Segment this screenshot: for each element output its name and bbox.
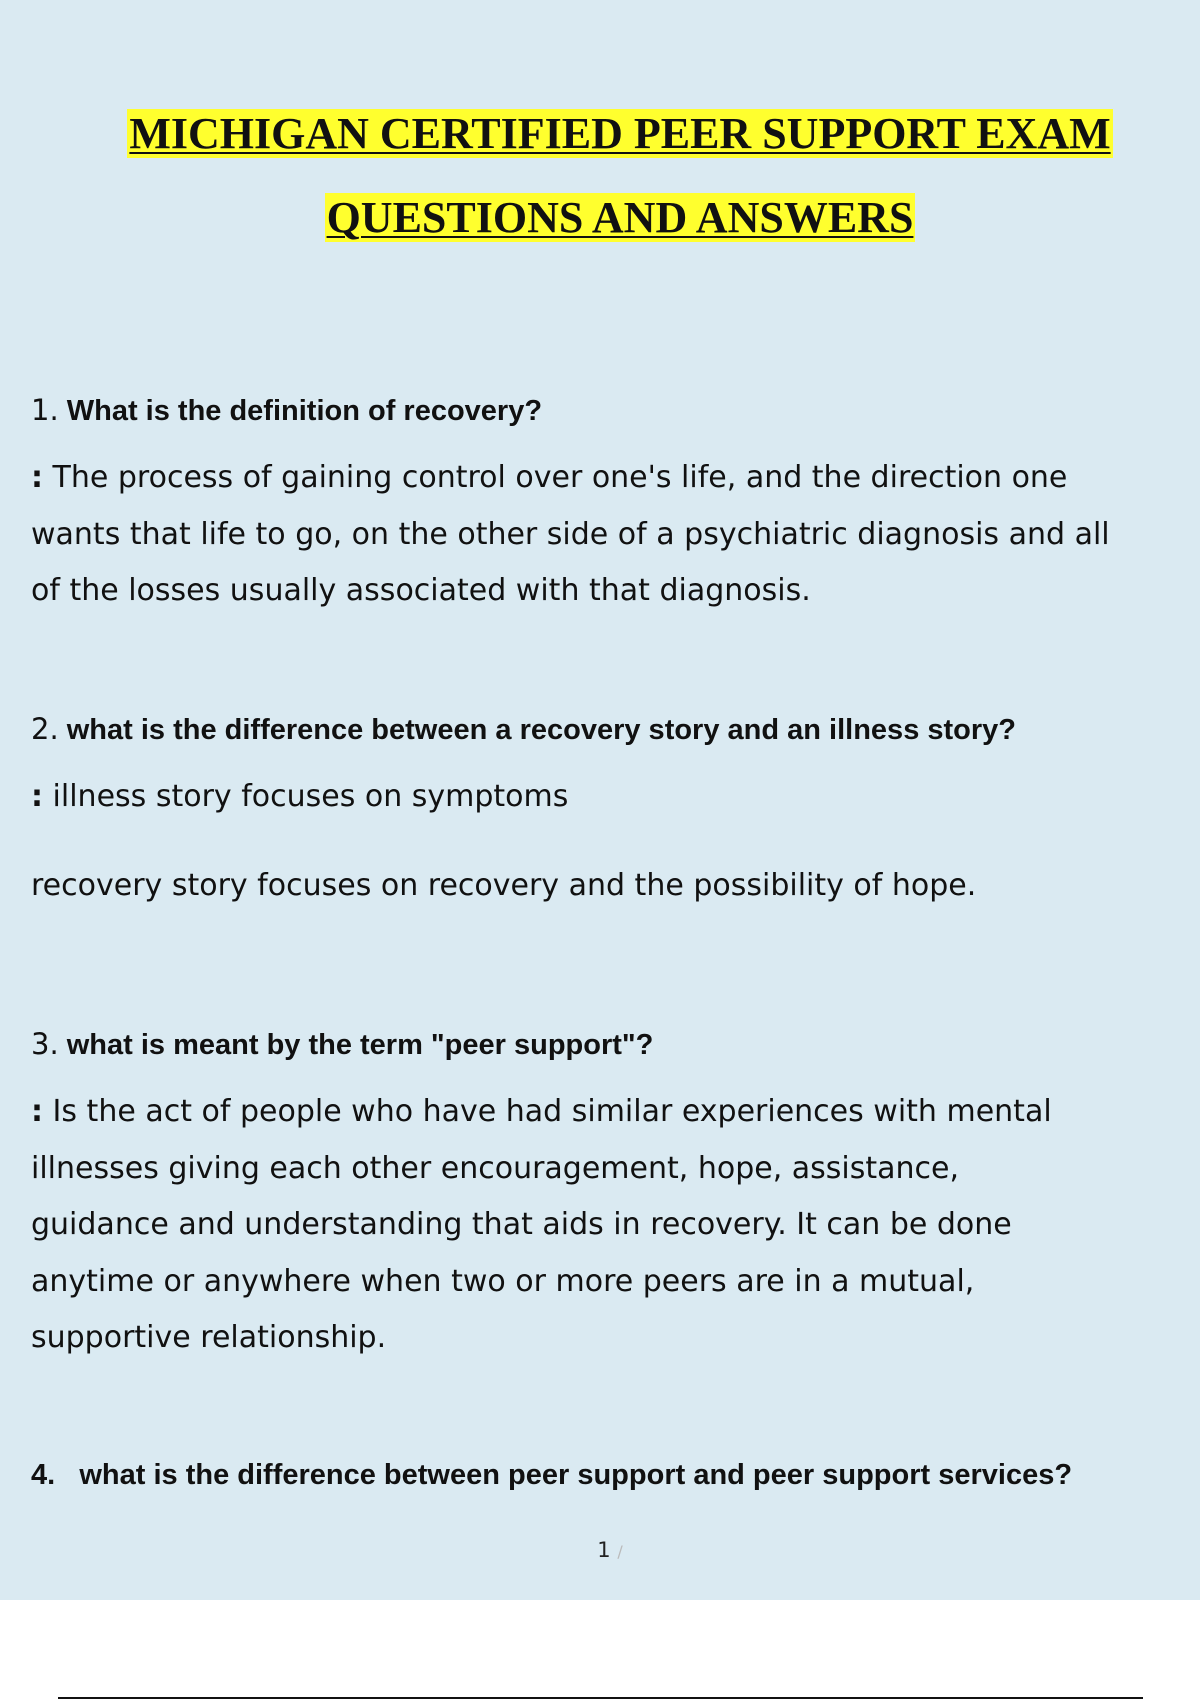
question-number: 1. (31, 393, 59, 427)
question-text: what is the difference between a recovery story and an illness story? (66, 714, 1017, 746)
question-number: 2. (31, 712, 59, 746)
question-number: 3. (31, 1027, 59, 1061)
document-title-line-1: MICHIGAN CERTIFIED PEER SUPPORT EXAM (129, 109, 1111, 158)
answer-1 (31, 450, 1200, 620)
answer-line: : The process of gaining control over one's life, and the direction one (31, 460, 1068, 495)
answer-line: guidance and understanding that aids in recovery. It can be done (31, 1207, 1012, 1242)
footer-rule (58, 1697, 1143, 1699)
question-2 (31, 712, 1016, 747)
answer-2-continued (31, 858, 1200, 915)
answer-line: supportive relationship. (31, 1320, 387, 1355)
question-4 (31, 1459, 1072, 1492)
question-text: what is the difference between peer support and peer support services? (79, 1459, 1073, 1491)
answer-3 (31, 1084, 1200, 1367)
answer-line: : Is the act of people who have had similar experiences with mental (31, 1094, 1052, 1129)
question-text: What is the definition of recovery? (66, 395, 543, 427)
page-number-separator: / (617, 1542, 623, 1561)
answer-prefix: : (31, 460, 43, 495)
document-title-line-2: QUESTIONS AND ANSWERS (326, 193, 914, 242)
answer-line: : illness story focuses on symptoms (31, 779, 569, 814)
answer-line: wants that life to go, on the other side of a psychiatric diagnosis and all (31, 516, 1110, 552)
answer-2 (31, 769, 1200, 826)
question-number: 4. (31, 1459, 56, 1491)
question-3 (31, 1027, 653, 1062)
page-number: 1 / (597, 1538, 623, 1562)
question-text: what is meant by the term "peer support"? (66, 1029, 654, 1061)
answer-line: anytime or anywhere when two or more peers are in a mutual, (31, 1263, 975, 1299)
answer-prefix: : (31, 779, 43, 814)
answer-line: of the losses usually associated with that diagnosis. (31, 573, 811, 608)
question-1 (31, 393, 542, 428)
answer-line: recovery story focuses on recovery and the possibility of hope. (31, 868, 977, 903)
answer-line: illnesses giving each other encouragement, hope, assistance, (31, 1150, 960, 1186)
answer-prefix: : (31, 1094, 43, 1129)
